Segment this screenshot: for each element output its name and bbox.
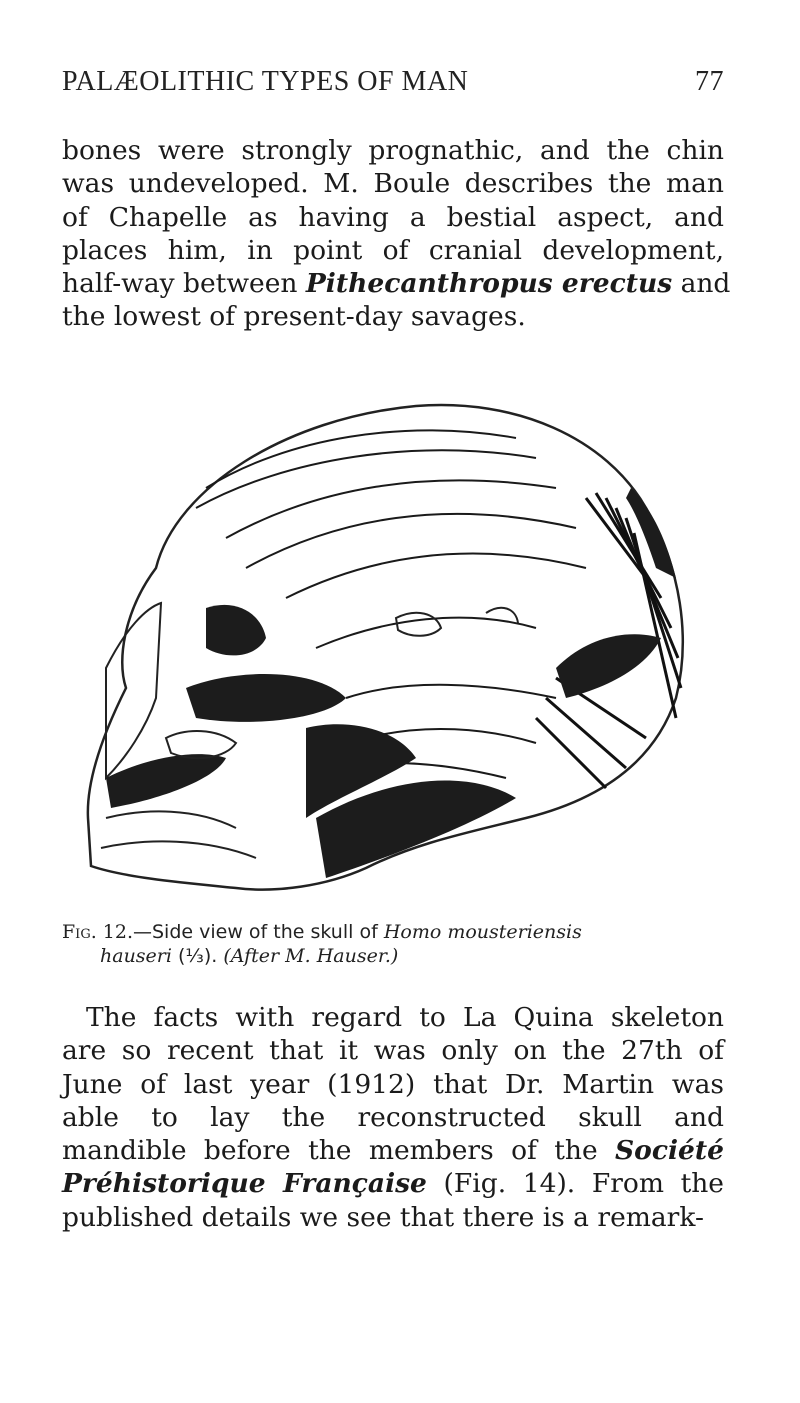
running-head-title: PALÆOLITHIC TYPES OF MAN bbox=[62, 66, 469, 97]
text-line bbox=[62, 267, 731, 300]
paragraph-1 bbox=[62, 134, 731, 334]
italic-species-name: Pithecanthropus erectus bbox=[305, 268, 673, 300]
text-line: June of last year (1912) that Dr. Martin was bbox=[62, 1068, 724, 1100]
text-line: able to lay the reconstructed skull and bbox=[62, 1101, 724, 1133]
caption-credit: (After M. Hauser.) bbox=[223, 945, 399, 967]
figure-caption bbox=[62, 920, 724, 968]
text-line: are so recent that it was only on the 27th of bbox=[62, 1035, 724, 1067]
text-line: was undeveloped. M. Boule describes the man bbox=[62, 168, 724, 200]
paragraph-2 bbox=[62, 1001, 724, 1234]
text-line: The facts with regard to La Quina skeleton bbox=[86, 1002, 724, 1033]
text-segment: and bbox=[672, 268, 731, 300]
text-line: bones were strongly prognathic, and the chin bbox=[62, 135, 724, 166]
figure-label: Fig. 12. bbox=[62, 921, 133, 943]
text-line: the lowest of present-day savages. bbox=[62, 301, 526, 333]
text-line: published details we see that there is a remark- bbox=[62, 1201, 704, 1233]
skull-illustration bbox=[86, 398, 698, 900]
text-line: places him, in point of cranial development, bbox=[62, 234, 724, 266]
page-number: 77 bbox=[695, 66, 724, 97]
caption-text: —Side view of the skull of bbox=[133, 921, 384, 943]
caption-species: Homo mousteriensis bbox=[383, 921, 582, 943]
text-line: of Chapelle as having a bestial aspect, and bbox=[62, 201, 724, 233]
caption-species-2: hauseri bbox=[100, 945, 172, 967]
italic-society-name: Société bbox=[615, 1135, 724, 1167]
text-line bbox=[62, 1134, 724, 1167]
text-line bbox=[62, 1167, 724, 1200]
text-segment: half-way between bbox=[62, 268, 306, 300]
caption-scale: (⅓). bbox=[171, 945, 224, 967]
caption-line-2 bbox=[62, 944, 724, 968]
text-segment: (Fig. 14). From the bbox=[426, 1168, 724, 1200]
text-segment: mandible before the members of the bbox=[62, 1135, 616, 1167]
italic-society-name: Préhistorique Française bbox=[62, 1168, 427, 1200]
